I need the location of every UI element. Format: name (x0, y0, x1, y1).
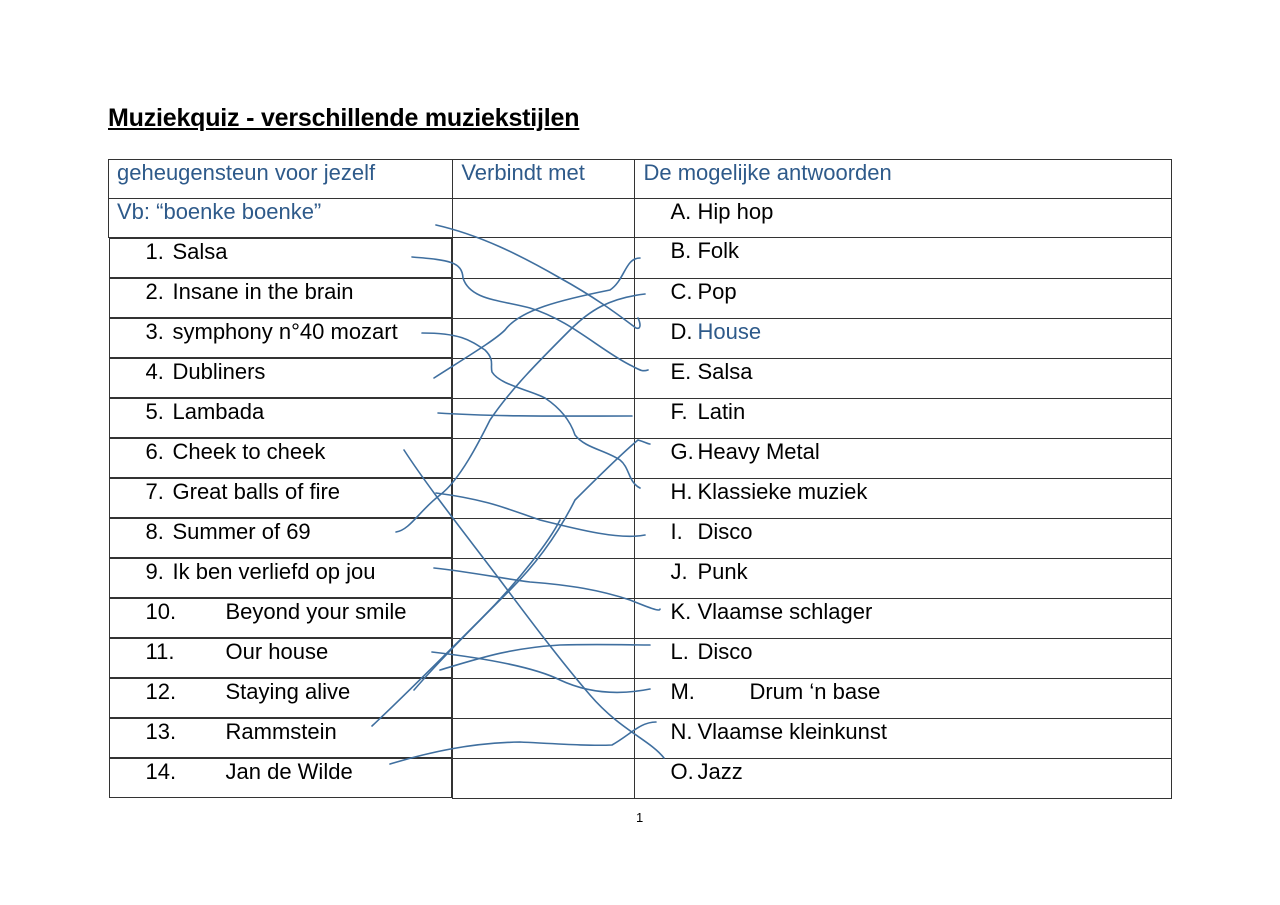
connect-cell[interactable] (453, 758, 635, 798)
connect-cell[interactable] (453, 558, 635, 598)
answer-cell: M. Drum ‘n base (635, 678, 1172, 718)
table-row (109, 358, 1172, 398)
connect-cell[interactable] (453, 318, 635, 358)
answer-cell: L. Disco (635, 638, 1172, 678)
answer-cell: O. Jazz (635, 758, 1172, 798)
connect-cell[interactable] (453, 638, 635, 678)
table-row (109, 758, 1172, 798)
item-cell: 13. Rammstein (109, 718, 453, 758)
page-number: 1 (636, 810, 644, 825)
connect-cell[interactable] (453, 199, 635, 238)
answer-cell: E. Salsa (635, 358, 1172, 398)
connect-cell[interactable] (453, 238, 635, 279)
connect-cell[interactable] (453, 398, 635, 438)
connect-cell[interactable] (453, 358, 635, 398)
item-cell: 6. Cheek to cheek (109, 438, 453, 478)
item-cell: 10. Beyond your smile (109, 598, 453, 638)
answer-cell: C. Pop (635, 278, 1172, 318)
header-row (109, 160, 1172, 199)
table-row (109, 398, 1172, 438)
item-cell: 7. Great balls of fire (109, 478, 453, 518)
connect-cell[interactable] (453, 478, 635, 518)
header-connects-with: Verbindt met (453, 160, 635, 199)
header-possible-answers: De mogelijke antwoorden (635, 160, 1172, 199)
table-row (109, 598, 1172, 638)
connect-cell[interactable] (453, 718, 635, 758)
table-row (109, 199, 1172, 238)
connect-cell[interactable] (453, 518, 635, 558)
table-row (109, 558, 1172, 598)
item-cell: 14. Jan de Wilde (109, 758, 453, 798)
connect-cell[interactable] (453, 278, 635, 318)
answer-cell: F. Latin (635, 398, 1172, 438)
answer-cell: K. Vlaamse schlager (635, 598, 1172, 638)
answer-cell: I. Disco (635, 518, 1172, 558)
item-cell: 3. symphony n°40 mozart (109, 318, 453, 358)
answer-cell: B. Folk (635, 238, 1172, 279)
table-row (109, 678, 1172, 718)
item-cell: 1. Salsa (109, 238, 453, 278)
answer-cell: D. House (635, 318, 1172, 358)
item-cell: 9. Ik ben verliefd op jou (109, 558, 453, 598)
table-row (109, 438, 1172, 478)
answer-cell: H. Klassieke muziek (635, 478, 1172, 518)
table-row (109, 238, 1172, 279)
page-title: Muziekquiz - verschillende muziekstijlen (108, 104, 580, 132)
item-cell: 12. Staying alive (109, 678, 453, 718)
connect-cell[interactable] (453, 438, 635, 478)
table-row (109, 518, 1172, 558)
item-cell: 11. Our house (109, 638, 453, 678)
header-memory-aid: geheugensteun voor jezelf (109, 160, 453, 199)
table-row (109, 478, 1172, 518)
item-cell: 4. Dubliners (109, 358, 453, 398)
answer-cell: A. Hip hop (635, 199, 1172, 238)
answer-cell: J. Punk (635, 558, 1172, 598)
table-row (109, 718, 1172, 758)
quiz-table (108, 159, 1172, 799)
table-row (109, 278, 1172, 318)
item-cell: 8. Summer of 69 (109, 518, 453, 558)
table-row (109, 318, 1172, 358)
answer-cell: N. Vlaamse kleinkunst (635, 718, 1172, 758)
connect-cell[interactable] (453, 678, 635, 718)
item-cell: 5. Lambada (109, 398, 453, 438)
table-row (109, 638, 1172, 678)
answer-cell: G. Heavy Metal (635, 438, 1172, 478)
example-cell: Vb: “boenke boenke” (109, 199, 453, 238)
item-cell: 2. Insane in the brain (109, 278, 453, 318)
connect-cell[interactable] (453, 598, 635, 638)
